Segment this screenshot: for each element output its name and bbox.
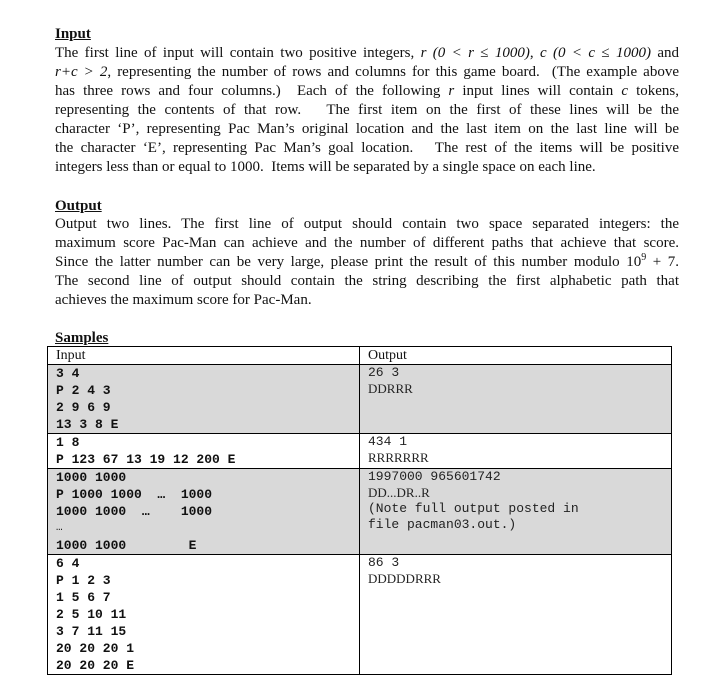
sample-1-output-line: DDRRR xyxy=(368,381,413,396)
sample-row-2 xyxy=(48,434,672,469)
input-line-4: representing the contents of that row. The first item on the first of these lines will be the xyxy=(55,102,679,118)
sample-1-input-line: 13 3 8 E xyxy=(56,417,119,432)
sample-1-input-line: 2 9 6 9 xyxy=(56,400,111,415)
sample-row-3 xyxy=(48,469,672,555)
sample-4-input-line: 20 20 20 1 xyxy=(56,641,135,656)
output-line-2: maximum score Pac-Man can achieve and the number of different paths that achieve that score. xyxy=(55,235,679,251)
sample-4-input xyxy=(48,555,360,675)
sample-row-4 xyxy=(48,555,672,675)
sample-3-output xyxy=(360,469,672,555)
sample-3-input-line: P 1000 1000 … 1000 xyxy=(56,487,213,502)
sample-4-output-line: DDDDDRRR xyxy=(368,571,441,586)
sample-2-input-line: P 123 67 13 19 12 200 E xyxy=(56,452,236,467)
sample-row-1 xyxy=(48,365,672,434)
input-line-7: integers less than or equal to 1000. Items will be separated by a single space on each line. xyxy=(55,159,596,175)
col-header-input: Input xyxy=(48,347,360,365)
sample-3-input-line: 1000 1000 xyxy=(56,470,127,485)
sample-1-output xyxy=(360,365,672,434)
output-line-3: Since the latter number can be very large, please print the result of this number modulo $10^9 + 7$. xyxy=(55,252,679,270)
sample-4-input-line: 1 5 6 7 xyxy=(56,590,111,605)
sample-4-input-line: 3 7 11 15 xyxy=(56,624,127,639)
sample-4-output xyxy=(360,555,672,675)
input-line-6: the character ‘E’, representing Pac Man’s goal location. The rest of the items will be positive xyxy=(55,140,679,156)
output-paragraph xyxy=(55,215,679,310)
input-line-2: r+c > 2, representing the number of rows and columns for this game board. (The example above xyxy=(55,64,679,80)
sample-4-input-line: P 1 2 3 xyxy=(56,573,111,588)
sample-1-input xyxy=(48,365,360,434)
sample-2-output xyxy=(360,434,672,469)
sample-3-input-ellipsis: … xyxy=(56,522,63,534)
output-line-4: The second line of output should contain the string describing the first alphabetic path that xyxy=(55,273,679,289)
sample-3-input xyxy=(48,469,360,555)
samples-heading: Samples xyxy=(55,330,109,346)
sample-4-input-line: 6 4 xyxy=(56,556,80,571)
sample-1-output-line: 26 3 xyxy=(368,365,400,380)
samples-table xyxy=(47,346,672,675)
sample-1-input-line: 3 4 xyxy=(56,366,80,381)
sample-3-output-note: (Note full output posted in xyxy=(368,501,579,516)
sample-3-output-line: 1997000 965601742 xyxy=(368,469,501,484)
sample-4-output-line: 86 3 xyxy=(368,555,400,570)
sample-2-output-line: RRRRRRR xyxy=(368,450,429,465)
input-line-5: character ‘P’, representing Pac Man’s original location and the last item on the last line will be xyxy=(55,121,679,137)
output-line-1: Output two lines. The first line of output should contain two space separated integers: the xyxy=(55,216,679,232)
input-paragraph xyxy=(55,44,679,177)
sample-3-output-line: DD...DR..R xyxy=(368,485,430,500)
sample-2-output-line: 434 1 xyxy=(368,434,408,449)
sample-3-output-note: file pacman03.out.) xyxy=(368,517,517,532)
sample-1-input-line: P 2 4 3 xyxy=(56,383,111,398)
input-heading: Input xyxy=(55,26,91,42)
col-header-output: Output xyxy=(360,347,672,365)
sample-2-input xyxy=(48,434,360,469)
output-heading: Output xyxy=(55,198,102,214)
sample-3-input-line: 1000 1000 … 1000 xyxy=(56,504,213,519)
output-line-5: achieves the maximum score for Pac-Man. xyxy=(55,292,312,308)
sample-2-input-line: 1 8 xyxy=(56,435,80,450)
sample-4-input-line: 2 5 10 11 xyxy=(56,607,127,622)
input-line-3: has three rows and four columns.) Each of the following r input lines will contain c tokens, xyxy=(55,83,679,99)
input-line-1: The first line of input will contain two positive integers, r (0 < r ≤ 1000), c (0 < c ≤ 1000) and xyxy=(55,45,679,61)
sample-4-input-line: 20 20 20 E xyxy=(56,658,135,673)
sample-3-input-line: 1000 1000 E xyxy=(56,538,197,553)
